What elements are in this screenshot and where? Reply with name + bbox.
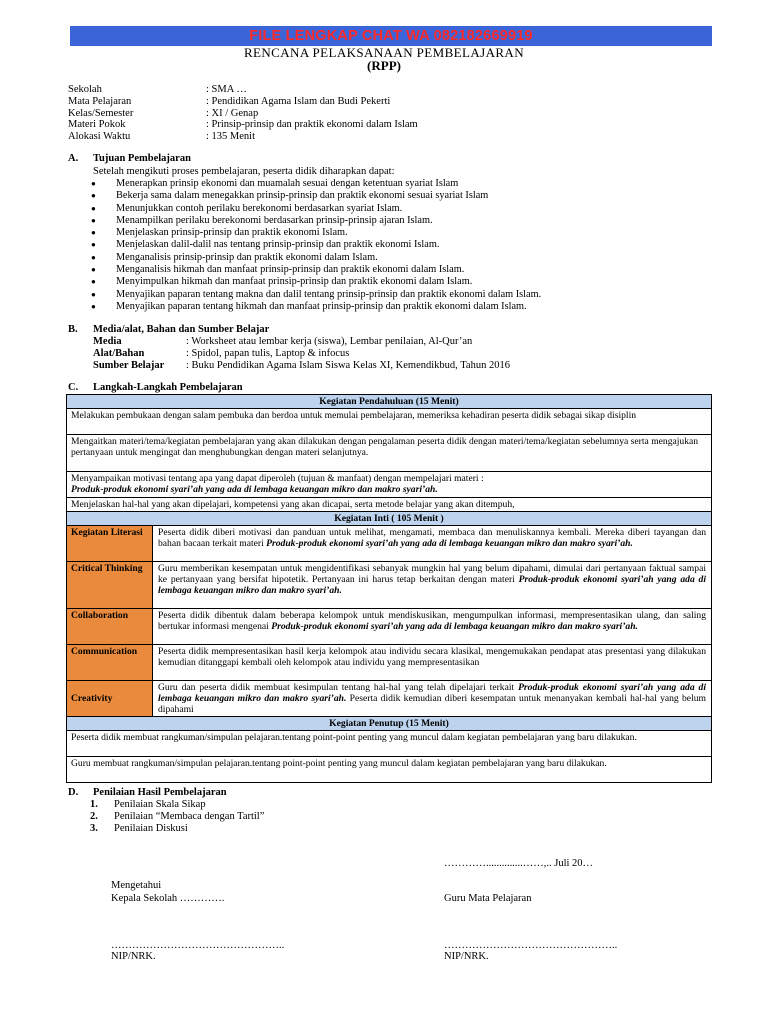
opening-header: Kegiatan Pendahuluan (15 Menit) (66, 394, 712, 409)
section-title: Penilaian Hasil Pembelajaran (93, 787, 227, 798)
identity-table (68, 84, 418, 143)
identity-label: Sekolah (68, 84, 102, 95)
list-item: ● Bekerja sama dalam menegakkan prinsip-prinsip dan praktik ekonomi sesuai syariat Islam (93, 190, 541, 202)
signature-date: …………..............……,.. Juli 20… (444, 858, 594, 869)
table-row: Guru membuat rangkuman/simpulan pelajaran.tentang point-point penting yang muncul dalam kegiatan pembelajaran yang baru dilakukan. (66, 757, 712, 783)
section-title: Tujuan Pembelajaran (93, 153, 191, 164)
table-row: Mengaitkan materi/tema/kegiatan pembelajaran yang akan dilakukan dengan pengalaman peserta didik dengan materi/tema/kegiatan sebelumnya serta mengajukan pertanyaan untuk mengingat dan menghubungkan dengan materi selanjutnya. (66, 435, 712, 472)
media-table (93, 336, 510, 372)
step-emphasis: Produk-produk ekonomi syari’ah yang ada di lembaga keuangan mikro dan makro syari’ah. (158, 682, 706, 705)
principal-label: Kepala Sekolah …………. (111, 893, 225, 904)
identity-value: : Prinsip-prinsip dan praktik ekonomi dalam Islam (206, 119, 418, 131)
step-text (153, 609, 711, 644)
step-label: Critical Thinking (67, 562, 153, 608)
table-row (66, 562, 712, 609)
step-text-part: Peserta didik kemudian diberi kesempatan untuk menanyakan kembali hal-hal yang belum dipahami (158, 693, 706, 716)
item-text: Penilaian Diskusi (114, 823, 188, 834)
table-row (66, 472, 712, 498)
table-row (66, 526, 712, 562)
media-row (93, 348, 510, 360)
identity-row (68, 96, 418, 108)
identity-row (68, 84, 418, 96)
assessment-section (68, 787, 264, 835)
step-emphasis: Produk-produk ekonomi syari’ah yang ada di lembaga keuangan mikro dan makro syari’ah. (271, 621, 638, 633)
section-number: D. (68, 787, 79, 798)
signature-line-right: ………………………………………….. (444, 940, 618, 951)
closing-header: Kegiatan Penutup (15 Menit) (66, 717, 712, 731)
step-label: Communication (67, 645, 153, 680)
list-item: ● Menjelaskan prinsip-prinsip dan praktik ekonomi Islam. (93, 227, 541, 239)
acknowledged-label: Mengetahui (111, 880, 162, 891)
row-emphasis: Produk-produk ekonomi syari’ah yang ada di lembaga keuangan mikro dan makro syari’ah. (71, 484, 438, 496)
media-row (93, 360, 510, 372)
table-row: Melakukan pembukaan dengan salam pembuka dan berdoa untuk memulai pembelajaran, memeriksa kehadiran peserta didik sebagai sikap disiplin (66, 409, 712, 435)
table-row (66, 681, 712, 717)
section-title: Media/alat, Bahan dan Sumber Belajar (93, 324, 270, 335)
learning-steps-table (66, 394, 712, 783)
list-item (90, 811, 264, 823)
teacher-label: Guru Mata Pelajaran (444, 893, 532, 904)
table-row: Peserta didik membuat rangkuman/simpulan pelajaran.tentang point-point penting yang muncul dalam kegiatan pembelajaran yang baru dilakukan. (66, 731, 712, 757)
nip-right: NIP/NRK. (444, 951, 489, 962)
section-b-heading (68, 324, 269, 335)
step-text-part: Guru dan peserta didik membuat kesimpulan tentang hal-hal yang telah dipelajari terkait (158, 682, 519, 693)
section-title: Langkah-Langkah Pembelajaran (93, 382, 243, 393)
media-value: : Spidol, papan tulis, Laptop & infocus (186, 348, 350, 359)
media-value: : Worksheet atau lembar kerja (siswa), Lembar penilaian, Al-Qur’an (186, 336, 473, 347)
document-title: RENCANA PELAKSANAAN PEMBELAJARAN (243, 45, 525, 60)
step-text: Peserta didik mempresentasikan hasil kerja kelompok atau individu secara klasikal, mengemukakan pendapat atas presentasi yang dilakukan kemudian ditanggapi kembali oleh kelompok atau individu yang mempresentasikan (158, 646, 706, 669)
contact-banner: FILE LENGKAP CHAT WA 082182669919 (70, 26, 712, 46)
item-number: 2. (90, 811, 98, 822)
item-text: Penilaian Skala Sikap (114, 799, 206, 810)
media-label: Alat/Bahan (93, 348, 145, 359)
list-item: ● Menjelaskan dalil-dalil nas tentang prinsip-prinsip dan praktik ekonomi Islam. (93, 239, 541, 251)
step-text-part: Peserta didik diberi motivasi dan panduan untuk melihat, mengamati, membaca dan menuliskannya kembali. Mereka diberi tayangan dan bahan bacaan terkait materi (158, 527, 706, 550)
identity-label: Mata Pelajaran (68, 95, 132, 107)
step-label: Kegiatan Literasi (67, 526, 153, 561)
step-text-part: Guru memberikan kesempatan untuk mengidentifikasi sebanyak mungkin hal yang belum dipahami, dimulai dari pertanyaan faktual sampai ke pertanyaan yang bersifat hipotetik. Pertanyaan ini harus tetap berkaitan dengan materi (158, 563, 706, 586)
table-row: Menjelaskan hal-hal yang akan dipelajari, kompetensi yang akan dicapai, serta metode belajar yang akan ditempuh, (66, 498, 712, 512)
step-emphasis: Produk-produk ekonomi syari’ah yang ada di lembaga keuangan mikro dan makro syari’ah. (266, 538, 633, 550)
step-text-part: Peserta didik dibentuk dalam beberapa kelompok untuk mendiskusikan, mengumpulkan informasi, mempresentasikan ulang, dan saling bertukar informasi mengenai (158, 610, 706, 633)
step-text (153, 681, 711, 716)
step-emphasis: Produk-produk ekonomi syari’ah yang ada di lembaga keuangan mikro dan makro syari’ah. (158, 574, 706, 597)
list-item: ● Menyajikan paparan tentang hikmah dan manfaat prinsip-prinsip dan praktik ekonomi dalam Islam. (93, 301, 541, 313)
item-number: 3. (90, 823, 98, 834)
section-d-heading (68, 787, 264, 799)
objectives-list (93, 178, 541, 313)
identity-row (68, 108, 418, 120)
section-number: B. (68, 324, 78, 335)
core-header: Kegiatan Inti ( 105 Menit ) (66, 512, 712, 526)
step-text (153, 526, 711, 561)
identity-value: : 135 Menit (206, 131, 255, 143)
list-item (90, 799, 264, 811)
section-number: A. (68, 153, 79, 164)
table-row (66, 609, 712, 645)
identity-row (68, 131, 418, 143)
media-value: : Buku Pendidikan Agama Islam Siswa Kelas XI, Kemendikbud, Tahun 2016 (186, 360, 510, 371)
item-text: Penilaian “Membaca dengan Tartil” (114, 811, 265, 822)
row-text: Menyampaikan motivasi tentang apa yang dapat diperoleh (tujuan & manfaat) dengan mempelajari materi : (71, 473, 484, 484)
section-c-heading (68, 382, 243, 393)
identity-label: Alokasi Waktu (68, 131, 131, 143)
identity-label: Kelas/Semester (68, 107, 134, 119)
identity-label: Materi Pokok (68, 119, 126, 131)
list-item: ● Menyajikan paparan tentang makna dan dalil tentang prinsip-prinsip dan praktik ekonomi dalam Islam. (93, 289, 541, 301)
list-item: ● Menunjukkan contoh perilaku berekonomi berdasarkan syariat Islam. (93, 203, 541, 215)
section-number: C. (68, 382, 79, 393)
list-item (90, 823, 264, 835)
document-subtitle: (RPP) (367, 58, 401, 73)
step-label: Creativity (67, 681, 153, 716)
media-row (93, 336, 510, 348)
step-label: Collaboration (67, 609, 153, 644)
nip-left: NIP/NRK. (111, 951, 156, 962)
list-item: ● Menerapkan prinsip ekonomi dan muamalah sesuai dengan ketentuan syariat Islam (93, 178, 541, 190)
list-item: ● Menganalisis prinsip-prinsip dan praktik ekonomi dalam Islam. (93, 252, 541, 264)
objectives-intro: Setelah mengikuti proses pembelajaran, peserta didik diharapkan dapat: (93, 166, 395, 177)
signature-line-left: ………………………………………….. (111, 940, 285, 951)
table-row (66, 645, 712, 681)
step-text (153, 562, 711, 608)
media-label: Sumber Belajar (93, 360, 165, 371)
list-item: ● Menganalisis hikmah dan manfaat prinsip-prinsip dan praktik ekonomi dalam Islam. (93, 264, 541, 276)
list-item: ● Menyimpulkan hikmah dan manfaat prinsip-prinsip dan praktik ekonomi dalam Islam. (93, 276, 541, 288)
section-a-heading (68, 153, 191, 164)
identity-value: : Pendidikan Agama Islam dan Budi Pekerti (206, 95, 391, 107)
identity-value: : SMA … (206, 84, 247, 95)
media-label: Media (93, 336, 122, 347)
identity-row (68, 119, 418, 131)
assessment-list (68, 799, 264, 835)
identity-value: : XI / Genap (206, 107, 259, 119)
list-item: ● Menampilkan perilaku berekonomi berdasarkan prinsip-prinsip ajaran Islam. (93, 215, 541, 227)
item-number: 1. (90, 799, 98, 810)
